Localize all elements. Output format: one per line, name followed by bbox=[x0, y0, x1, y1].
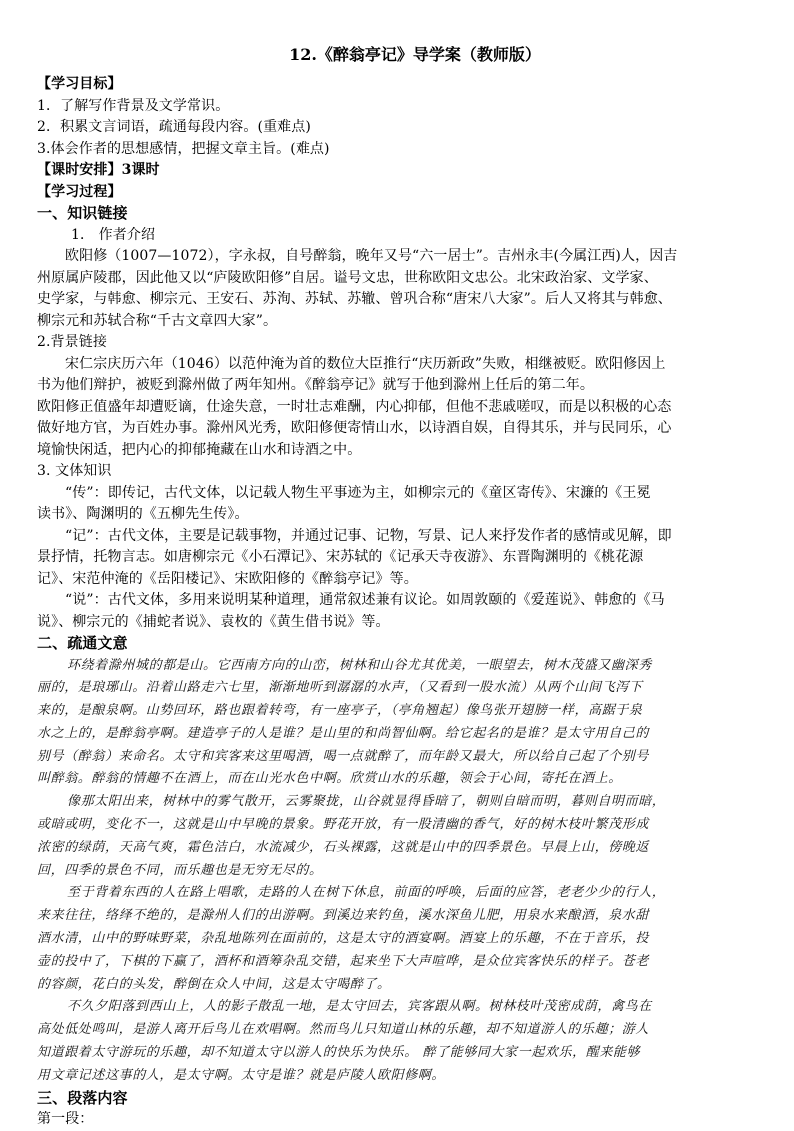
translation-line: 叫醉翁。醉翁的情趣不在酒上，而在山光水色中啊。欣赏山水的乐趣，领会于心间，寄托在酒上。 bbox=[37, 771, 622, 787]
schedule-line bbox=[37, 160, 759, 182]
translation-line: 至于背着东西的人在路上唱歌，走路的人在树下休息，前面的呼唤，后面的应答，老老少少的行人， bbox=[67, 885, 666, 901]
background-line: 境愉快闲适，把内心的抑郁掩藏在山水和诗酒之中。 bbox=[37, 441, 362, 458]
author-line: 史学家，与韩愈、柳宗元、王安石、苏洵、苏轼、苏辙、曾巩合称“唐宋八大家”。后人又将其与韩愈、 bbox=[37, 291, 672, 307]
goals-heading: 【学习目标】 bbox=[37, 76, 122, 92]
author-line: 柳宗元和苏轼合称“千古文章四大家”。 bbox=[37, 312, 278, 329]
translation-line: 浓密的绿荫，天高气爽，霜色洁白，水流减少，石头裸露，这就是山中的四季景色。早晨上山，傍晚返 bbox=[37, 839, 650, 855]
process-heading: 【学习过程】 bbox=[37, 183, 122, 200]
translation-line: 用文章记述这事的人，是太守啊。太守是谁？就是庐陵人欧阳修啊。 bbox=[37, 1067, 446, 1083]
background-line: 欧阳修正值盛年却遭贬谪，仕途失意，一时壮志难酬，内心抑郁，但他不悲戚嗟叹，而是以积极的心态 bbox=[37, 398, 672, 415]
goal-item-3: 3.体会作者的思想感情，把握文章主旨。(难点) bbox=[37, 140, 330, 157]
genre-heading: 3. 文体知识 bbox=[37, 463, 112, 479]
author-line: 州原属庐陵郡，因此他又以“庐陵欧阳修”自居。谥号文忠，世称欧阳文忠公。北宋政治家、文学家、 bbox=[37, 269, 658, 286]
translation-line: 来的，是酿泉啊。山势回环，路也跟着转弯，有一座亭子，（亭角翘起）像鸟张开翅膀一样，高踞于泉 bbox=[37, 703, 643, 719]
goal-item-2: 2．积累文言词语，疏通每段内容。(重难点) bbox=[37, 119, 311, 135]
author-line: 欧阳修（1007—1072），字永叔，自号醉翁，晚年又号“六一居士”。吉州永丰(今属江西)人，因吉 bbox=[65, 248, 678, 264]
translation-line: 像那太阳出来，树林中的雾气散开，云雾聚拢，山谷就显得昏暗了，朝则自暗而明，暮则自明而暗， bbox=[67, 794, 666, 810]
section-2-heading: 二、疏通文意 bbox=[37, 634, 128, 652]
author-heading: 1． 作者介绍 bbox=[71, 226, 156, 243]
translation-line: 或暗或明，变化不一，这就是山中早晚的景象。野花开放，有一股清幽的香气，好的树木枝叶繁茂形成 bbox=[37, 817, 650, 833]
translation-line: 环绕着滁州城的都是山。它西南方向的山峦，树林和山谷尤其优美，一眼望去，树木茂盛又幽深秀 bbox=[67, 657, 652, 673]
genre-line: 说》、柳宗元的《捕蛇者说》、袁枚的《黄生借书说》等。 bbox=[37, 613, 390, 630]
schedule-heading: 【课时安排】 bbox=[37, 162, 122, 178]
section-3-heading: 三、段落内容 bbox=[37, 1088, 128, 1107]
goal-item-1: 1．了解写作背景及文学常识。 bbox=[37, 97, 230, 114]
section-1-heading: 一、知识链接 bbox=[37, 204, 128, 222]
background-heading: 2.背景链接 bbox=[37, 334, 107, 350]
genre-line: 景抒情，托物言志。如唐柳宗元《小石潭记》、宋苏轼的《记承天寺夜游》、东晋陶渊明的《桃花源 bbox=[37, 549, 644, 565]
genre-line: “记”：古代文体，主要是记载事物，并通过记事、记物，写景、记人来抒发作者的感情或见解，即 bbox=[65, 527, 672, 544]
translation-line: 不久夕阳落到西山上，人的影子散乱一地，是太守回去，宾客跟从啊。树林枝叶茂密成荫，禽鸟在 bbox=[67, 999, 652, 1015]
schedule-value: 3课时 bbox=[121, 162, 160, 178]
background-line: 书为他们辩护，被贬到滁州做了两年知州。《醉翁亭记》就写于他到滁州上任后的第二年。 bbox=[37, 377, 594, 393]
translation-line: 高处低处鸣叫，是游人离开后鸟儿在欢唱啊。然而鸟儿只知道山林的乐趣，却不知道游人的乐趣；游人 bbox=[37, 1022, 650, 1038]
background-line: 做好地方官，为百姓办事。滁州风光秀，欧阳修便寄情山水，以诗酒自娱，自得其乐，并与民同乐，心 bbox=[37, 420, 672, 436]
document-page bbox=[37, 44, 759, 1131]
background-line: 宋仁宗庆历六年（1046）以范仲淹为首的数位大臣推行“庆历新政”失败，相继被贬。欧阳修因上 bbox=[65, 355, 666, 372]
translation-line: 丽的，是琅琊山。沿着山路走六七里，渐渐地听到潺潺的水声，（又看到一股水流）从两个山间飞泻下 bbox=[37, 680, 643, 696]
translation-line: 知道跟着太守游玩的乐趣，却不知道太守以游人的快乐为快乐。 醉了能够同大家一起欢乐，醒来能够 bbox=[37, 1045, 641, 1061]
translation-line: 水之上的，是醉翁亭啊。建造亭子的人是谁？是山里的和尚智仙啊。给它起名的是谁？是太守用自己的 bbox=[37, 725, 650, 741]
translation-line: 壶的投中了，下棋的下赢了，酒杯和酒筹杂乱交错，起来坐下大声喧哗，是众位宾客快乐的样子。苍老 bbox=[37, 953, 650, 969]
translation-line: 酒水清，山中的野味野菜，杂乱地陈列在面前的，这是太守的酒宴啊。酒宴上的乐趣，不在于音乐，投 bbox=[37, 931, 650, 947]
translation-line: 来来往往，络绎不绝的，是滁州人们的出游啊。到溪边来钓鱼，溪水深鱼儿肥，用泉水来酿酒，泉水甜 bbox=[37, 908, 650, 924]
page-title: 12.《醉翁亭记》导学案（教师版） bbox=[289, 45, 541, 64]
translation-line: 别号（醉翁）来命名。太守和宾客来这里喝酒，喝一点就醉了，而年龄又最大，所以给自己起了个别号 bbox=[37, 748, 650, 764]
genre-line: 读书》、陶渊明的《五柳先生传》。 bbox=[37, 506, 249, 522]
genre-line: “传”：即传记，古代文体，以记载人物生平事迹为主，如柳宗元的《童区寄传》、宋濂的《王冕 bbox=[65, 484, 651, 501]
genre-line: “说”：古代文体，多用来说明某种道理，通常叙述兼有议论。如周敦颐的《爱莲说》、韩愈的《马 bbox=[65, 592, 665, 608]
translation-line: 回，四季的景色不同，而乐趣也是无穷无尽的。 bbox=[37, 862, 323, 878]
first-paragraph-label: 第一段： bbox=[37, 1111, 94, 1128]
genre-line: 记》、宋范仲淹的《岳阳楼记》、宋欧阳修的《醉翁亭记》等。 bbox=[37, 570, 418, 587]
translation-line: 的容颜，花白的头发，醉倒在众人中间，这是太守喝醉了。 bbox=[37, 976, 391, 992]
